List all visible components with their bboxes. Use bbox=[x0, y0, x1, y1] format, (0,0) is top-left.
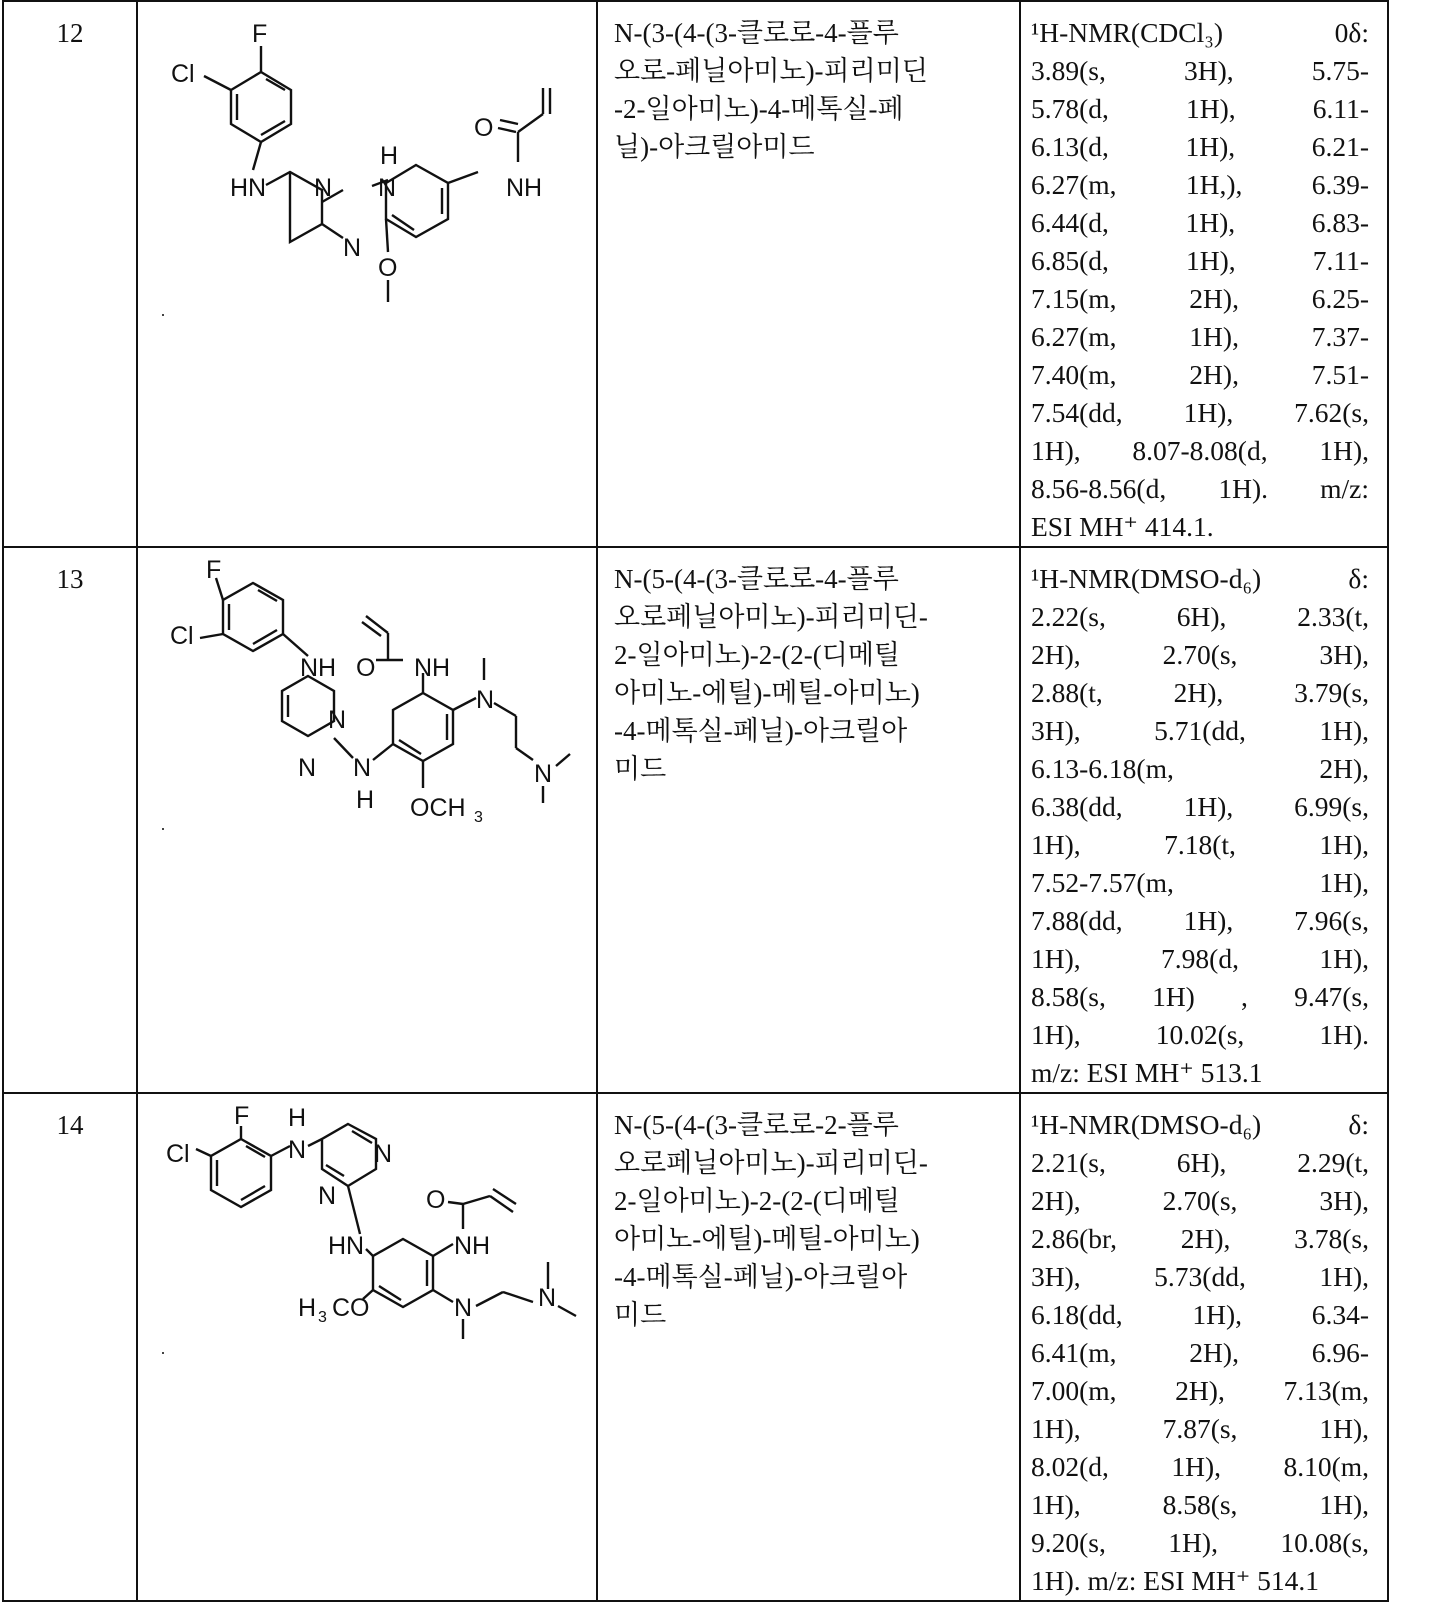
nmr-line: 7.15(m, 2H), 6.25- bbox=[1031, 280, 1369, 318]
name-line: 오로페닐아미노)-피리미딘- bbox=[614, 598, 1019, 636]
atom-label: F bbox=[234, 1102, 249, 1130]
nmr-line: 6.41(m, 2H), 6.96- bbox=[1031, 1334, 1369, 1372]
compound-number: 13 bbox=[3, 547, 137, 1093]
atom-label: N bbox=[534, 760, 552, 788]
name-line: 닐)-아크릴아미드 bbox=[614, 128, 1019, 166]
name-line: 아미노-에틸)-메틸-아미노) bbox=[614, 674, 1019, 712]
atom-label: H bbox=[380, 142, 398, 170]
compound-name bbox=[597, 547, 1020, 1093]
nmr-line: 1H), 8.58(s, 1H), bbox=[1031, 1486, 1369, 1524]
chemical-structure bbox=[137, 1093, 597, 1601]
nmr-line: 9.20(s, 1H), 10.08(s, bbox=[1031, 1524, 1369, 1562]
atom-label: CO bbox=[332, 1294, 370, 1322]
atom-label: NH bbox=[300, 654, 336, 682]
dot-mark bbox=[162, 314, 164, 316]
compound-name bbox=[597, 1093, 1020, 1601]
dot-mark bbox=[162, 1352, 164, 1354]
atom-label: N bbox=[454, 1294, 472, 1322]
nmr-line: 3.89(s, 3H), 5.75- bbox=[1031, 52, 1369, 90]
name-line: -4-메톡실-페닐)-아크릴아 bbox=[614, 712, 1019, 750]
nmr-line: ¹H-NMR(DMSO-d₆) δ: bbox=[1031, 560, 1369, 598]
table-row bbox=[3, 1093, 1388, 1601]
name-line: 오로페닐아미노)-피리미딘- bbox=[614, 1144, 1019, 1182]
atom-label: 3 bbox=[318, 1309, 327, 1326]
atom-label: O bbox=[474, 114, 493, 142]
nmr-line: 8.02(d, 1H), 8.10(m, bbox=[1031, 1448, 1369, 1486]
nmr-line: 6.85(d, 1H), 7.11- bbox=[1031, 242, 1369, 280]
dot-mark bbox=[162, 828, 164, 830]
nmr-line: 6.38(dd, 1H), 6.99(s, bbox=[1031, 788, 1369, 826]
nmr-line: 6.18(dd, 1H), 6.34- bbox=[1031, 1296, 1369, 1334]
atom-label: O bbox=[378, 254, 397, 282]
nmr-data bbox=[1020, 1093, 1388, 1601]
nmr-line: 8.56-8.56(d, 1H). m/z: bbox=[1031, 470, 1369, 508]
atom-label: N bbox=[288, 1136, 306, 1164]
atom-label: N bbox=[378, 174, 396, 202]
nmr-data bbox=[1020, 547, 1388, 1093]
atom-label: H bbox=[288, 1104, 306, 1132]
atom-label: HN bbox=[328, 1232, 364, 1260]
name-line: 아미노-에틸)-메틸-아미노) bbox=[614, 1220, 1019, 1258]
table-row bbox=[3, 1, 1388, 547]
nmr-line: 7.88(dd, 1H), 7.96(s, bbox=[1031, 902, 1369, 940]
name-line: N-(5-(4-(3-클로로-4-플루 bbox=[614, 560, 1019, 598]
chemical-structure bbox=[137, 547, 597, 1093]
atom-label: H bbox=[298, 1294, 316, 1322]
nmr-line: 5.78(d, 1H), 6.11- bbox=[1031, 90, 1369, 128]
compound-number: 14 bbox=[3, 1093, 137, 1601]
nmr-line: 2.86(br, 2H), 3.78(s, bbox=[1031, 1220, 1369, 1258]
nmr-line: 7.40(m, 2H), 7.51- bbox=[1031, 356, 1369, 394]
nmr-line: m/z: ESI MH⁺ 513.1 bbox=[1031, 1054, 1369, 1092]
structure-drawing-13 bbox=[138, 548, 596, 1076]
nmr-line: 6.27(m, 1H,), 6.39- bbox=[1031, 166, 1369, 204]
name-line: 미드 bbox=[614, 1296, 1019, 1334]
nmr-line: 1H), 7.87(s, 1H), bbox=[1031, 1410, 1369, 1448]
compound-number: 12 bbox=[3, 1, 137, 547]
nmr-line: 7.52-7.57(m, 1H), bbox=[1031, 864, 1369, 902]
name-line: -2-일아미노)-4-메톡실-페 bbox=[614, 90, 1019, 128]
compound-name bbox=[597, 1, 1020, 547]
atom-label: N bbox=[318, 1182, 336, 1210]
nmr-line: 6.44(d, 1H), 6.83- bbox=[1031, 204, 1369, 242]
nmr-line: 8.58(s, 1H) , 9.47(s, bbox=[1031, 978, 1369, 1016]
atom-label: 3 bbox=[474, 809, 483, 826]
nmr-line: 6.27(m, 1H), 7.37- bbox=[1031, 318, 1369, 356]
atom-label: NH bbox=[454, 1232, 490, 1260]
nmr-line: 6.13(d, 1H), 6.21- bbox=[1031, 128, 1369, 166]
structure-drawing-14 bbox=[138, 1094, 596, 1586]
nmr-line: 1H), 10.02(s, 1H). bbox=[1031, 1016, 1369, 1054]
nmr-line: ¹H-NMR(CDCl₃) 0δ: bbox=[1031, 14, 1369, 52]
nmr-line: 3H), 5.73(dd, 1H), bbox=[1031, 1258, 1369, 1296]
name-line: N-(3-(4-(3-클로로-4-플루 bbox=[614, 14, 1019, 52]
nmr-line: 6.13-6.18(m, 2H), bbox=[1031, 750, 1369, 788]
name-line: 2-일아미노)-2-(2-(디메틸 bbox=[614, 1182, 1019, 1220]
nmr-line: 2H), 2.70(s, 3H), bbox=[1031, 636, 1369, 674]
nmr-line: 7.00(m, 2H), 7.13(m, bbox=[1031, 1372, 1369, 1410]
atom-label: N bbox=[538, 1284, 556, 1312]
atom-label: N bbox=[476, 686, 494, 714]
atom-label: NH bbox=[414, 654, 450, 682]
nmr-line: 2.22(s, 6H), 2.33(t, bbox=[1031, 598, 1369, 636]
chemical-structure bbox=[137, 1, 597, 547]
atom-label: N bbox=[328, 706, 346, 734]
name-line: N-(5-(4-(3-클로로-2-플루 bbox=[614, 1106, 1019, 1144]
nmr-line: 7.54(dd, 1H), 7.62(s, bbox=[1031, 394, 1369, 432]
atom-label: O bbox=[356, 654, 375, 682]
atom-label: N bbox=[353, 754, 371, 782]
name-line: 오로-페닐아미노)-피리미딘 bbox=[614, 52, 1019, 90]
atom-label: N bbox=[314, 174, 332, 202]
atom-label: OCH bbox=[410, 794, 466, 822]
atom-label: N bbox=[374, 1140, 392, 1168]
nmr-line: ESI MH⁺ 414.1. bbox=[1031, 508, 1369, 546]
nmr-line: 1H), 8.07-8.08(d, 1H), bbox=[1031, 432, 1369, 470]
atom-label: N bbox=[298, 754, 316, 782]
nmr-line: ¹H-NMR(DMSO-d₆) δ: bbox=[1031, 1106, 1369, 1144]
atom-label: Cl bbox=[166, 1140, 190, 1168]
nmr-data bbox=[1020, 1, 1388, 547]
atom-label: F bbox=[206, 556, 221, 584]
table-row bbox=[3, 547, 1388, 1093]
nmr-line: 2.88(t, 2H), 3.79(s, bbox=[1031, 674, 1369, 712]
atom-label: HN bbox=[230, 174, 266, 202]
name-line: 2-일아미노)-2-(2-(디메틸 bbox=[614, 636, 1019, 674]
atom-label: Cl bbox=[171, 60, 195, 88]
nmr-line: 2H), 2.70(s, 3H), bbox=[1031, 1182, 1369, 1220]
nmr-line: 3H), 5.71(dd, 1H), bbox=[1031, 712, 1369, 750]
atom-label: F bbox=[252, 20, 267, 48]
name-line: -4-메톡실-페닐)-아크릴아 bbox=[614, 1258, 1019, 1296]
compound-table bbox=[2, 0, 1389, 1602]
nmr-line: 1H), 7.98(d, 1H), bbox=[1031, 940, 1369, 978]
name-line: 미드 bbox=[614, 750, 1019, 788]
nmr-line: 1H). m/z: ESI MH⁺ 514.1 bbox=[1031, 1562, 1369, 1600]
nmr-line: 1H), 7.18(t, 1H), bbox=[1031, 826, 1369, 864]
atom-label: N bbox=[343, 234, 361, 262]
atom-label: O bbox=[426, 1186, 445, 1214]
atom-label: NH bbox=[506, 174, 542, 202]
atom-label: Cl bbox=[170, 622, 194, 650]
structure-drawing-12 bbox=[138, 2, 596, 538]
atom-label: H bbox=[356, 786, 374, 814]
nmr-line: 2.21(s, 6H), 2.29(t, bbox=[1031, 1144, 1369, 1182]
